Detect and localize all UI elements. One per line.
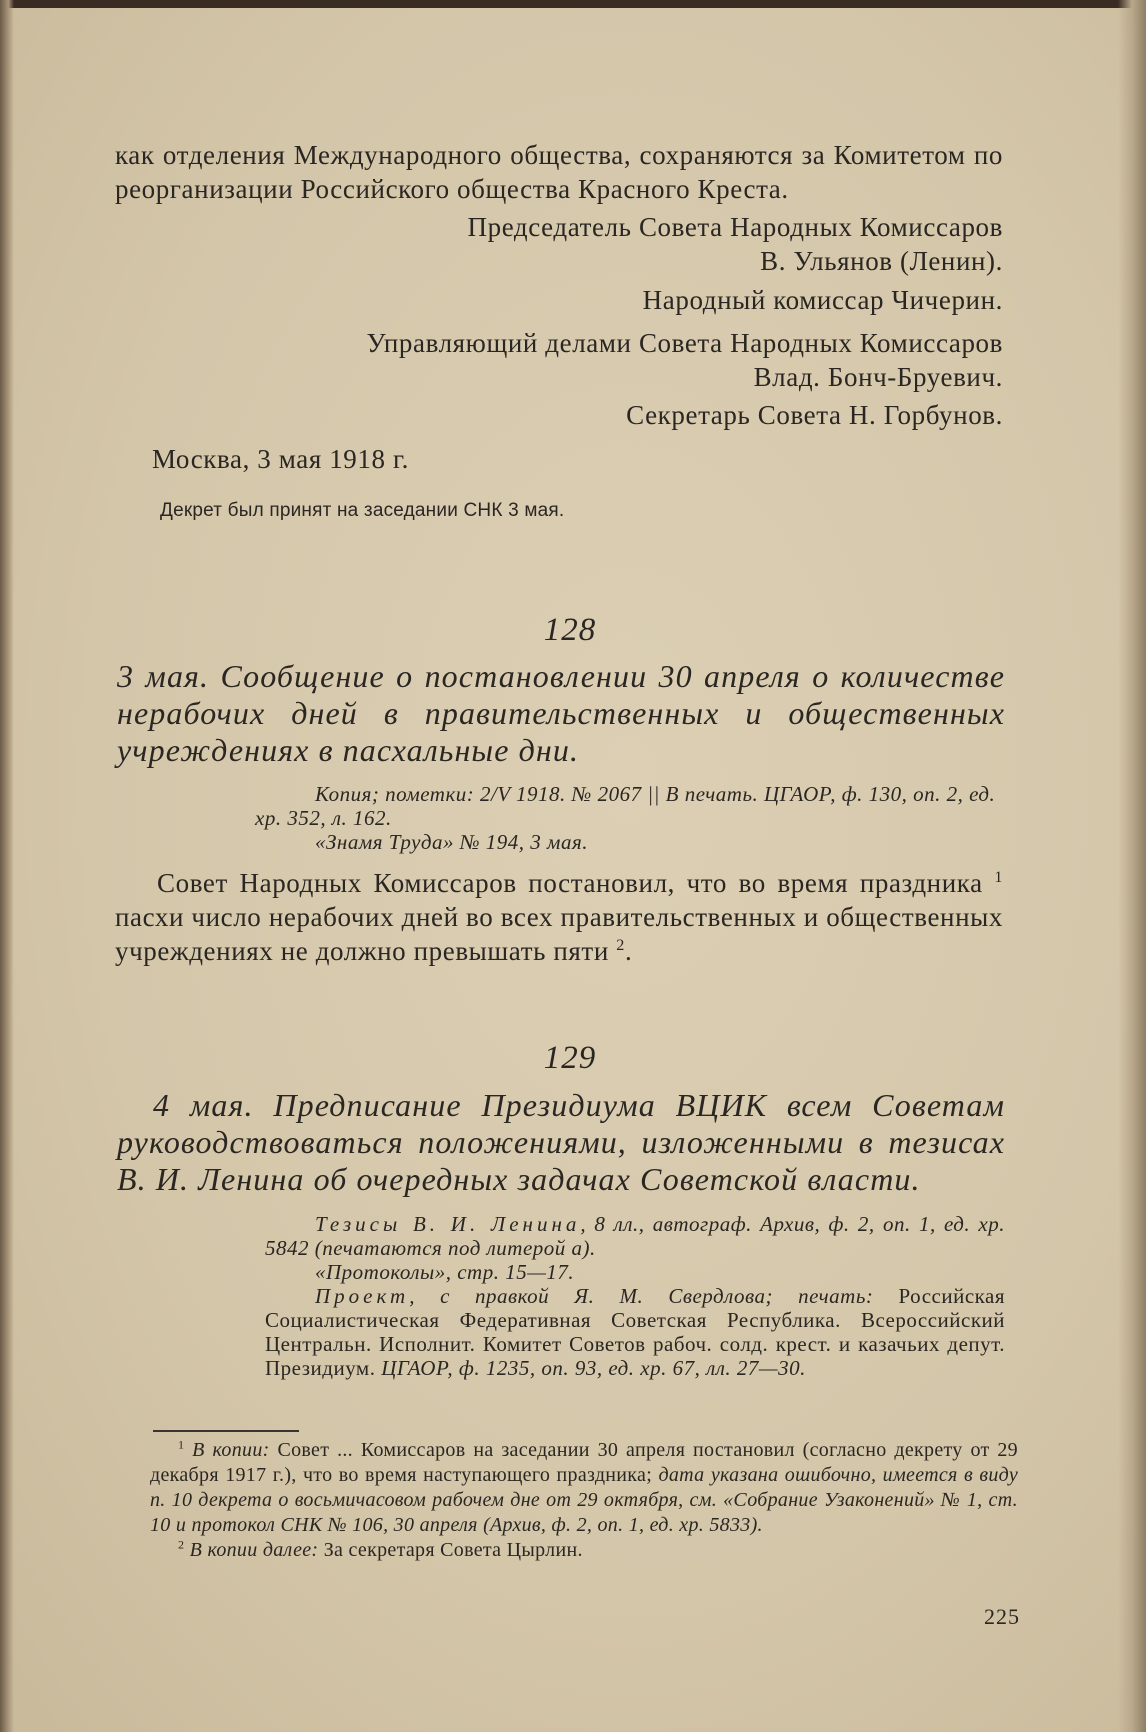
footnote-1-text (150, 1438, 1018, 1538)
chairman-name: В. Ульянов (Ленин). (760, 246, 1003, 276)
footnote-1-upright: Совет ... Комиссаров на заседании 30 апреля постановил (согласно декрету от 29 декабря 1917 г.), что во время наступающего праздника; (150, 1439, 1018, 1486)
footnote-1-italic: дата указана ошибочно, имеется в виду п. 10 декрета о восьмичасовом рабочем дне от 29 октября, см. «Собрание Узаконений» № 1, ст. 10 и протокол СНК № 106, 30 апреля (Архив, ф. 2, оп. 1, ед. хр. 5833). (150, 1464, 1018, 1536)
top-border (0, 0, 1146, 8)
doc-title-129: 4 мая. Предписание Президиума ВЦИК всем Советам руководствоваться положениями, изложенными в тезисах В. И. Ленина об очередных задачах Советской власти. (117, 1087, 1005, 1197)
source-129-draft-upright: Российская Социалистическая Федеративная Советская Республика. Всероссийский Центральн. Исполнит. Комитет Советов рабоч. солд. крест. и казачьих депут. Президиум. (265, 1284, 1005, 1380)
source-128-archive: Копия; пометки: 2/V 1918. № 2067 || В печать. ЦГАОР, ф. 130, оп. 2, ед. хр. 352, л. 162. (255, 782, 996, 830)
footnote-1-lead: В копии: (192, 1439, 270, 1461)
source-129-theses (265, 1212, 1005, 1260)
source-129-draft-italic: , с правкой Я. М. Свердлова; печать: (409, 1284, 874, 1308)
footnote-2-upright: За секретаря Совета Цырлин. (323, 1539, 583, 1561)
place-date: Москва, 3 мая 1918 г. (152, 444, 409, 474)
footnote-1 (150, 1438, 1018, 1563)
source-129-theses-rest: , 8 лл., автограф. Архив, ф. 2, оп. 1, ед. хр. 5842 (печатаются под литерой а). (265, 1212, 1005, 1260)
source-129-theses-lead: Тезисы В. И. Ленина (315, 1212, 581, 1236)
source-129-draft-archive: ЦГАОР, ф. 1235, оп. 93, ед. хр. 67, лл. 27—30. (381, 1356, 806, 1380)
signature-secretary: Секретарь Совета Н. Горбунов. (626, 400, 1003, 430)
footnote-1-mark: 1 (178, 1437, 185, 1452)
footnote-2-text (150, 1538, 1018, 1563)
book-spine-shadow (0, 0, 14, 1732)
doc-source-128 (255, 782, 1005, 854)
source-129-protocols: «Протоколы», стр. 15—17. (315, 1260, 575, 1284)
body-128-part-a: Совет Народных Комиссаров постановил, что во время праздника (157, 868, 983, 898)
page-number: 225 (984, 1604, 1020, 1629)
source-128-newspaper: «Знамя Труда» № 194, 3 мая. (315, 830, 588, 854)
doc-number-128: 128 (543, 612, 597, 648)
body-128-end: . (624, 936, 633, 966)
manager-name: Влад. Бонч-Бруевич. (753, 362, 1003, 392)
footnote-2-mark: 2 (178, 1537, 185, 1552)
doc-source-129 (265, 1212, 1005, 1380)
source-129-draft (265, 1284, 1005, 1380)
footnote-ref-1: 1 (994, 868, 1004, 886)
doc-title-128: 3 мая. Сообщение о постановлении 30 апреля о количестве нерабочих дней в правительственных и общественных учреждениях в пасхальные дни. (117, 658, 1005, 768)
footnote-ref-2: 2 (616, 936, 625, 954)
page-edge (1118, 0, 1146, 1732)
decree-note: Декрет был принят на заседании СНК 3 мая. (160, 500, 565, 521)
doc-body-128 (115, 866, 1003, 968)
signature-manager (260, 326, 1003, 394)
body-128-part-b: пасхи число нерабочих дней во всех правительственных и общественных учреждениях не должно превышать пяти (115, 902, 1003, 966)
signature-commissar: Народный комиссар Чичерин. (642, 285, 1003, 315)
continuation-paragraph: как отделения Международного общества, сохраняются за Комитетом по реорганизации Российского общества Красного Креста. (115, 140, 1003, 204)
signature-chairman (300, 210, 1003, 278)
manager-title: Управляющий делами Совета Народных Комиссаров (366, 328, 1003, 358)
footnote-2-lead: В копии далее: (189, 1539, 319, 1561)
doc-number-129: 129 (543, 1040, 597, 1076)
chairman-title: Председатель Совета Народных Комиссаров (467, 212, 1003, 242)
footnote-rule (153, 1430, 299, 1432)
source-129-draft-lead: Проект (315, 1284, 410, 1308)
